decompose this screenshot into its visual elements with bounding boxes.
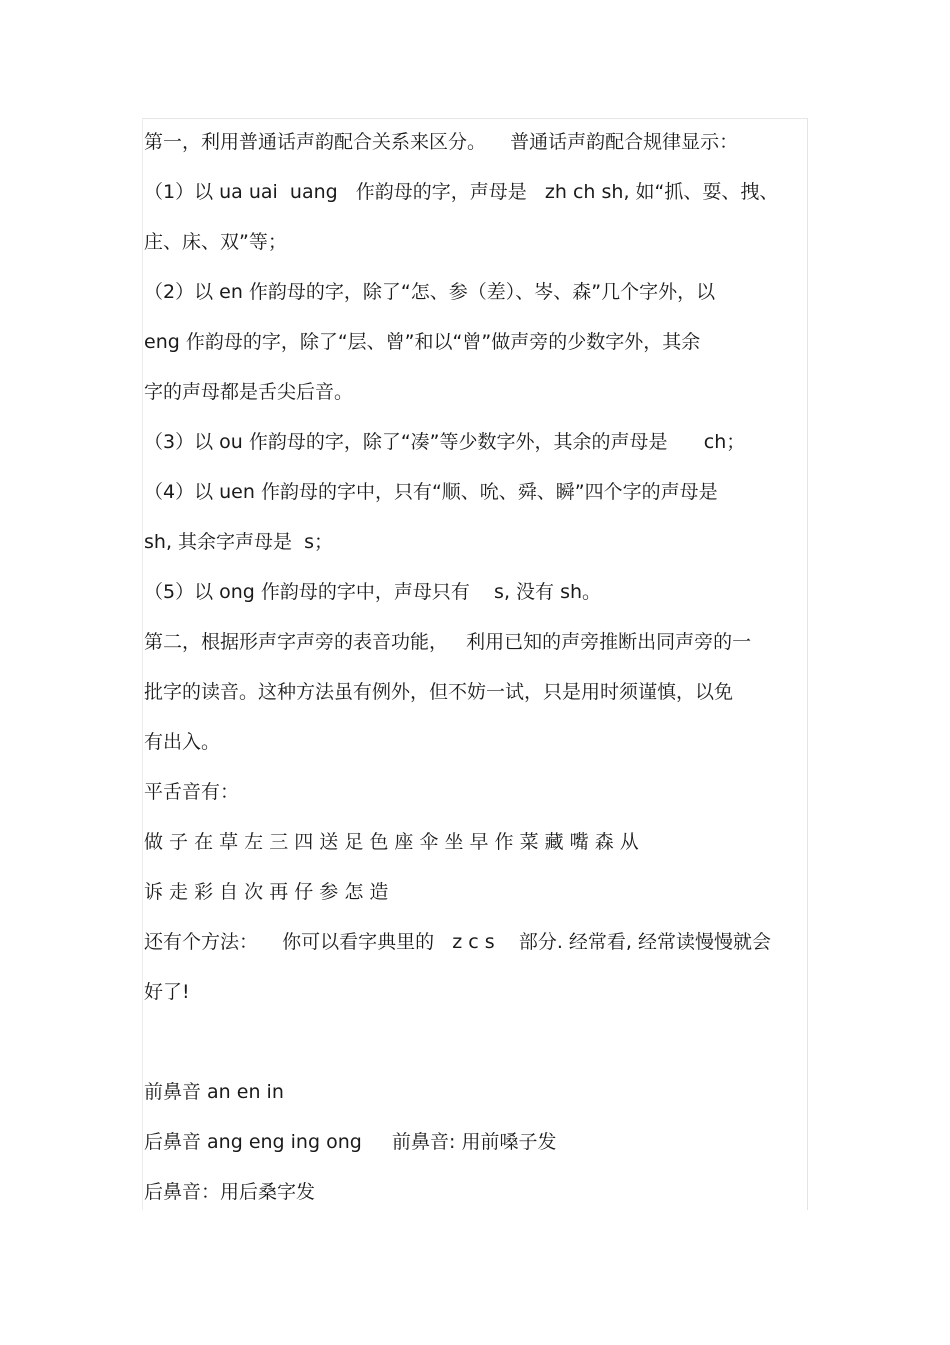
paragraph-line: 有出入。 bbox=[144, 731, 221, 753]
paragraph-line: eng 作韵母的字，除了“层、曾”和以“曾”做声旁的少数字外，其余 bbox=[144, 331, 701, 353]
paragraph-line: （5）以 ong 作韵母的字中，声母只有 s, 没有 sh。 bbox=[144, 581, 602, 603]
paragraph-line: （4）以 uen 作韵母的字中，只有“顺、吮、舜、瞬”四个字的声母是 bbox=[144, 481, 718, 503]
paragraph-line: sh, 其余字声母是 s； bbox=[144, 531, 333, 553]
paragraph-line: 第一，利用普通话声韵配合关系来区分。 普通话声韵配合规律显示： bbox=[144, 131, 739, 153]
heading-line: 平舌音有： bbox=[144, 781, 240, 803]
paragraph-line: （2）以 en 作韵母的字，除了“怎、参（差）、岑、森”几个字外，以 bbox=[144, 281, 716, 303]
paragraph-line: 字的声母都是舌尖后音。 bbox=[144, 381, 354, 403]
document-body bbox=[144, 117, 814, 1217]
paragraph-line: 前鼻音 an en in bbox=[144, 1081, 284, 1103]
paragraph-line: 好了! bbox=[144, 981, 190, 1003]
paragraph-line: 还有个方法： 你可以看字典里的 z c s 部分. 经常看, 经常读慢慢就会 bbox=[144, 931, 771, 953]
paragraph-line: （3）以 ou 作韵母的字，除了“凑”等少数字外，其余的声母是 ch； bbox=[144, 431, 746, 453]
paragraph-line: 第二，根据形声字声旁的表音功能， 利用已知的声旁推断出同声旁的一 bbox=[144, 631, 752, 653]
paragraph-line: 后鼻音：用后桑字发 bbox=[144, 1181, 316, 1203]
character-list-line: 做 子 在 草 左 三 四 送 足 色 座 伞 坐 早 作 菜 藏 嘴 森 从 bbox=[144, 831, 639, 853]
paragraph-line: （1）以 ua uai uang 作韵母的字，声母是 zh ch sh, 如“抓、耍、拽、 bbox=[144, 181, 779, 203]
paragraph-line: 庄、床、双”等； bbox=[144, 231, 287, 253]
paragraph-line: 后鼻音 ang eng ing ong 前鼻音: 用前嗓子发 bbox=[144, 1131, 557, 1153]
character-list-line: 诉 走 彩 自 次 再 仔 参 怎 造 bbox=[144, 881, 389, 903]
paragraph-line: 批字的读音。这种方法虽有例外，但不妨一试，只是用时须谨慎，以免 bbox=[144, 681, 734, 703]
blank-line bbox=[144, 1017, 814, 1067]
